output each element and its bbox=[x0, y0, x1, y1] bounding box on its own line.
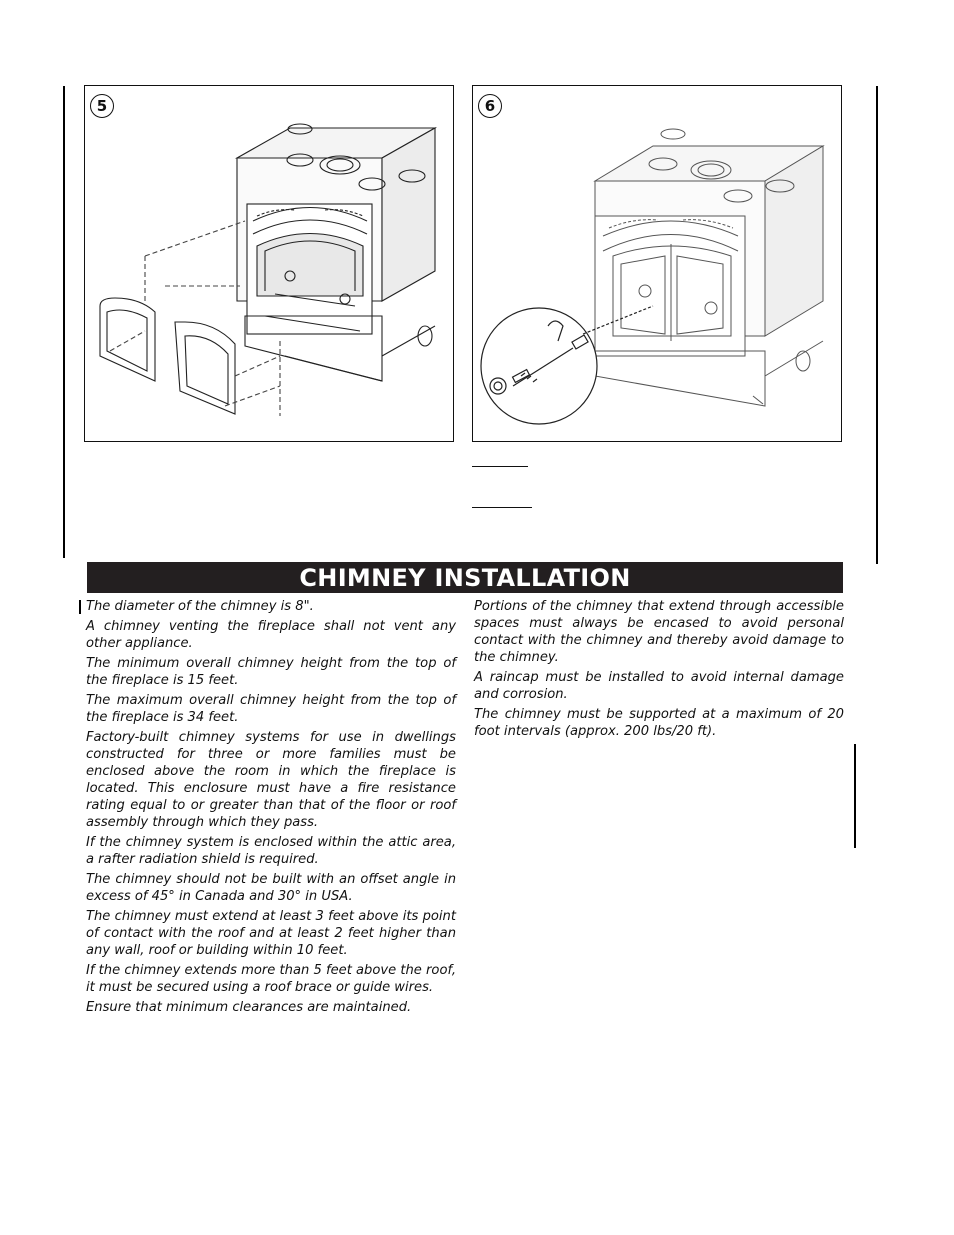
figure-number-badge: 5 bbox=[90, 94, 114, 118]
figure-number-badge: 6 bbox=[478, 94, 502, 118]
left-small-bar bbox=[79, 600, 81, 614]
right-text-column bbox=[474, 598, 844, 743]
caption-rule-2 bbox=[472, 507, 532, 508]
instruction-paragraph: The chimney must be supported at a maximum of 20 foot intervals (approx. 200 lbs/20 ft). bbox=[474, 707, 844, 739]
section-title-banner bbox=[87, 562, 843, 593]
left-margin-bar bbox=[63, 86, 65, 558]
fireplace-assembled-doors-illustration bbox=[473, 86, 841, 441]
instruction-paragraph: A chimney venting the fireplace shall not vent any other appliance. bbox=[86, 619, 456, 651]
instruction-paragraph: The minimum overall chimney height from the top of the fireplace is 15 feet. bbox=[86, 656, 456, 688]
instruction-paragraph: The chimney should not be built with an offset angle in excess of 45° in Canada and 30° in USA. bbox=[86, 872, 456, 904]
caption-rule-1 bbox=[472, 466, 528, 467]
instruction-paragraph: If the chimney system is enclosed within the attic area, a rafter radiation shield is required. bbox=[86, 835, 456, 867]
fireplace-exploded-doors-illustration bbox=[85, 86, 453, 441]
figure-5 bbox=[84, 85, 454, 442]
section-title: CHIMNEY INSTALLATION bbox=[299, 563, 631, 592]
instruction-paragraph: A raincap must be installed to avoid internal damage and corrosion. bbox=[474, 670, 844, 702]
instruction-paragraph: Factory-built chimney systems for use in dwellings constructed for three or more families must be enclosed above the room in which the fireplace is located. This enclosure must have a fire resistance rating equal to or greater than that of the floor or roof assembly through which they pass. bbox=[86, 730, 456, 830]
instruction-paragraph: The diameter of the chimney is 8". bbox=[86, 599, 314, 614]
right-lower-bar bbox=[854, 744, 856, 848]
instruction-paragraph: Portions of the chimney that extend through accessible spaces must always be encased to avoid personal contact with the chimney and thereby avoid damage to the chimney. bbox=[474, 599, 844, 665]
instruction-paragraph: Ensure that minimum clearances are maintained. bbox=[86, 1000, 412, 1015]
instruction-paragraph: The chimney must extend at least 3 feet above its point of contact with the roof and at least 2 feet higher than any wall, roof or building within 10 feet. bbox=[86, 909, 456, 958]
figure-6 bbox=[472, 85, 842, 442]
right-margin-bar bbox=[876, 86, 878, 564]
left-text-column bbox=[86, 598, 456, 1019]
instruction-paragraph: The maximum overall chimney height from the top of the fireplace is 34 feet. bbox=[86, 693, 456, 725]
instruction-paragraph: If the chimney extends more than 5 feet above the roof, it must be secured using a roof brace or guide wires. bbox=[86, 963, 456, 995]
